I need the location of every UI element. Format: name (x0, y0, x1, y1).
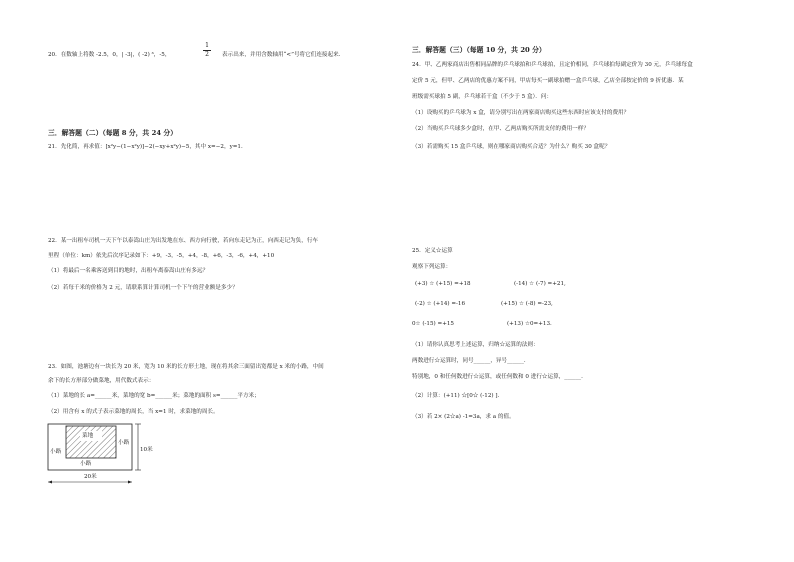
q25-eq2a: (-2) ☆ (+14) =-16 (415, 301, 466, 307)
section2-title: 三．解答题（二）（每题 8 分，共 24 分） (48, 129, 178, 137)
q25-sub2: （2）计算：(+11) ☆[0☆ (-12) ]. (412, 393, 500, 399)
q25-sub3: （3）若 2× (2☆a) -1=3a，求 a 的值。 (412, 414, 515, 420)
q25-sub1-line3: 特别地，0 和任何数进行☆运算，或任何数和 0 进行☆运算，______. (412, 374, 583, 380)
q24-line3: 班级需买球拍 5 副，乒乓球若干盒（不少于 5 盒）．问： (412, 94, 553, 100)
section3-title: 三．解答题（三）（每题 10 分，共 20 分） (412, 46, 546, 54)
q25-observe: 观察下列运算： (412, 264, 452, 270)
q24-line1: 24．甲、乙两家商店出售相同品牌的乒乓球拍和乒乓球拍，且定价相同，乒乓球拍每副定价为 30 元，乒乓球每盒 (412, 62, 693, 68)
q20-text: 20．在数轴上将数 -2.5，0，| -3|，( -2) ³，-5， (48, 52, 171, 58)
q25-eq3b: (+13) ☆0=+13. (507, 321, 552, 327)
diagram-path-right: 小路 (118, 440, 130, 446)
q23-sub2: （2）用含有 x 的式子表示菜地的周长，当 x=1 时，求菜地的周长。 (48, 409, 219, 415)
q22-line2: 里程（单位：km）依先后次序记录如下：+9，-3，-5，+4，-8，+6，-3，-6，+4，+10 (48, 253, 275, 259)
q20-fraction-denominator: 2 (205, 51, 209, 58)
q20-fraction-numerator: 1 (205, 42, 209, 49)
q24-line2: 定价 5 元，但甲、乙两店的优惠方案不同，甲店每买一副球拍赠一盒乒乓球，乙店全部按定价的 9 折优惠．某 (412, 78, 684, 84)
diagram-plot-label: 菜地 (82, 433, 94, 439)
q25-sub1: （1）请你认真思考上述运算，归纳☆运算的法则： (412, 342, 539, 348)
q22-sub2: （2）若每千米的价格为 2 元，请联系算计算司机一个下午的营业额是多少？ (48, 285, 238, 291)
q21-text: 21．先化简，再求值：[x²y−(1−x²y)]−2(−xy+x²y)−5，其中 x=−2，y=1. (48, 144, 243, 150)
vegetable-plot (66, 426, 116, 458)
q25-eq1a: (+3) ☆ (+15) =+18 (415, 281, 471, 287)
q24-sub1: （1）设购买的乒乓球为 x 盒，请分别写出在两家商店购买这些东西时应该支付的费用？ (412, 110, 630, 116)
q22-sub1: （1）将最后一名乘客送到目的地时，出租车离泰嵩山庄有多远？ (48, 268, 209, 274)
q20-tail: 表示出来，并用含数轴用“<”号将它们连接起来． (222, 52, 345, 58)
q23-sub1: （1）菜地的长 a=______米，菜地的宽 b=______米；菜地的面积 s=______平方米； (48, 393, 260, 399)
diagram-path-bottom: 小路 (80, 461, 92, 467)
q23-line1: 23．如图，池塘边有一块长为 20 米，宽为 10 米的长方形土地，现在将其余三面留出宽都是 x 米的小路，中间 (48, 364, 324, 370)
q25-title: 25．定义☆运算 (412, 248, 453, 254)
diagram-height-label: 10米 (140, 447, 153, 453)
q24-sub2: （2）当购买乒乓球多少盒时，在甲、乙两店购买所需支付的费用一样？ (412, 126, 589, 132)
q22-line1: 22．某一出租车司机一天下午以泰嵩山庄为出发地在东、西方向行驶，若向东走记为正，向西走记为负，行车 (48, 238, 319, 244)
q25-eq2b: (+15) ☆ (-8) =-23, (501, 301, 553, 307)
q23-line2: 余下的长方形部分做菜地，用代数式表示： (48, 378, 155, 384)
q25-sub1-line2: 两数进行☆运算时，同号______，异号______. (412, 358, 526, 364)
q24-sub3: （3）若需购买 15 盒乒乓球，则在哪家商店购买合适？为什么？购买 30 盒呢？ (412, 144, 611, 150)
q25-eq1b: (-14) ☆ (-7) =+21, (514, 281, 566, 287)
diagram-width-label: 20米 (84, 474, 97, 480)
diagram-path-left: 小路 (50, 449, 62, 455)
q25-eq3a: 0☆ (-15) =+15 (412, 321, 454, 327)
